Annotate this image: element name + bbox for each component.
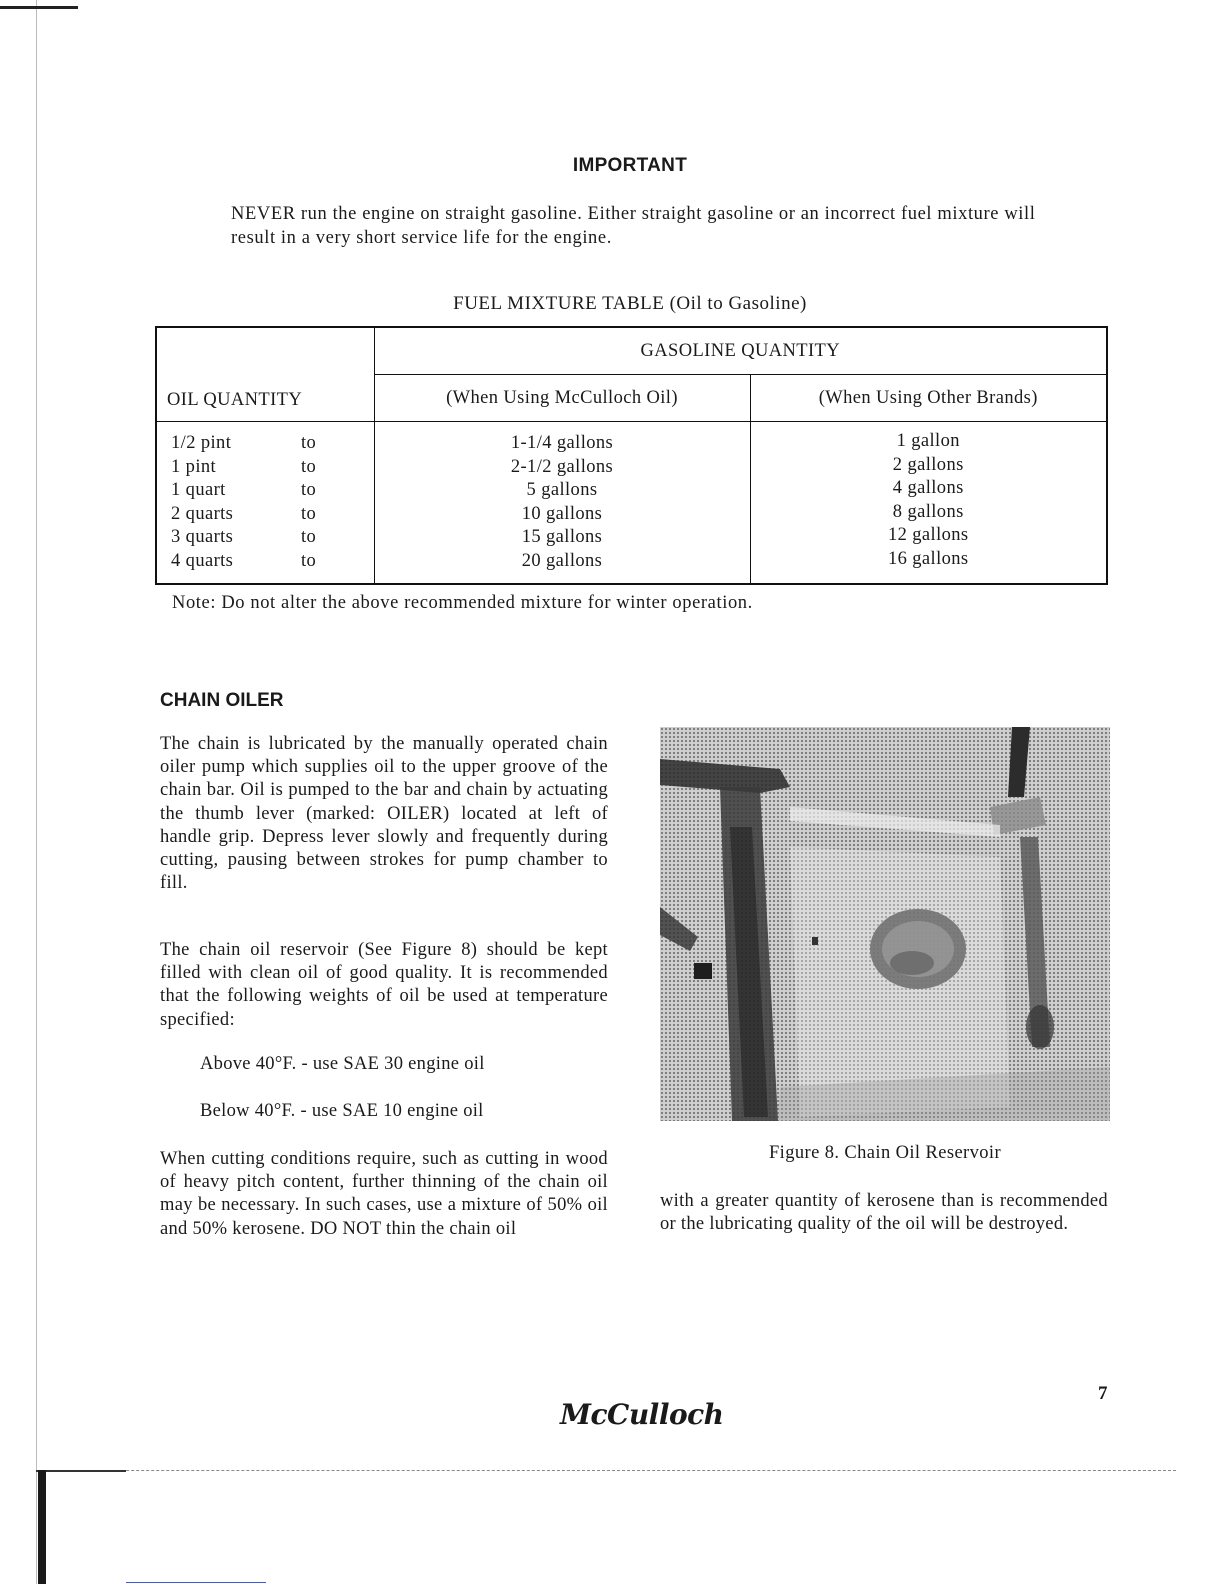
table-row: 1/2 pint to xyxy=(171,433,317,453)
table-cell: 1 gallon xyxy=(896,431,960,451)
fuel-mixture-table xyxy=(155,326,1108,585)
chain-oiler-paragraph-2: The chain oil reservoir (See Figure 8) should be kept filled with clean oil of good quality. It is recommended that the following weights of oil be used at temperature specified: xyxy=(160,940,608,1030)
table-row: 2 quarts to xyxy=(171,503,317,524)
binding-edge-bar xyxy=(38,1470,46,1584)
important-text: NEVER run the engine on straight gasoline. Either straight gasoline or an incorrect fuel mixture will result in a very short service life for the engine. xyxy=(231,204,1036,248)
oil-quantity-header: OIL QUANTITY xyxy=(156,327,374,422)
chain-oiler-paragraph-1: The chain is lubricated by the manually operated chain oiler pump which supplies oil to the upper groove of the chain bar. Oil is pumped to the bar and chain by actuating the thumb lever (marked: OILER) located at left of handle grip. Depress lever slowly and frequently during cutting, pausing between strokes for pump chamber to fill. xyxy=(160,734,608,894)
figure-caption: Figure 8. Chain Oil Reservoir xyxy=(768,1143,1002,1163)
table-cell: 4 gallons xyxy=(892,478,964,498)
bottom-dashed-rule xyxy=(36,1470,1176,1471)
table-note: Note: Do not alter the above recommended mixture for winter operation. xyxy=(172,593,753,613)
mcculloch-oil-header: (When Using McCulloch Oil) xyxy=(374,375,750,422)
chain-oiler-paragraph-3: When cutting conditions require, such as cutting in wood of heavy pitch content, further thinning of the chain oil may be necessary. In such cases, use a mixture of 50% oil and 50% kerosene. DO NOT thin the chain oil xyxy=(160,1149,608,1239)
mcculloch-gallons-column xyxy=(374,422,750,584)
bottom-left-rule xyxy=(36,1470,126,1472)
table-cell: 20 gallons xyxy=(521,550,603,571)
top-left-rule xyxy=(0,6,78,9)
chain-oiler-paragraph-4: with a greater quantity of kerosene than is recommended or the lubricating quality of the oil will be destroyed. xyxy=(660,1191,1108,1235)
oil-spec-above: Above 40°F. - use SAE 30 engine oil xyxy=(200,1054,485,1074)
table-cell: 15 gallons xyxy=(521,527,603,547)
table-cell: 12 gallons xyxy=(887,525,969,545)
table-row: 3 quarts to xyxy=(171,527,317,547)
table-cell: 8 gallons xyxy=(892,501,964,522)
chain-oiler-heading: CHAIN OILER xyxy=(160,690,284,711)
mcculloch-logo: McCulloch xyxy=(560,1398,724,1431)
table-row: 1 pint to xyxy=(171,456,317,477)
bottom-blue-line xyxy=(126,1582,266,1583)
table-row: 1 quart to xyxy=(171,480,317,500)
other-brands-header: (When Using Other Brands) xyxy=(750,375,1107,422)
table-row: 4 quarts to xyxy=(171,550,317,571)
table-cell: 10 gallons xyxy=(521,503,603,524)
chain-oil-reservoir-photo xyxy=(660,727,1110,1121)
table-cell: 2 gallons xyxy=(892,454,964,475)
table-cell: 1-1/4 gallons xyxy=(510,433,614,453)
important-heading: IMPORTANT xyxy=(572,155,688,176)
oil-spec-below: Below 40°F. - use SAE 10 engine oil xyxy=(200,1101,484,1121)
table-title: FUEL MIXTURE TABLE (Oil to Gasoline) xyxy=(453,293,807,314)
oil-quantity-column xyxy=(156,422,374,584)
gasoline-quantity-header: GASOLINE QUANTITY xyxy=(374,327,1107,375)
left-margin-line xyxy=(36,0,37,1584)
table-cell: 2-1/2 gallons xyxy=(510,456,614,477)
table-cell: 5 gallons xyxy=(526,480,598,500)
page-number: 7 xyxy=(1098,1383,1108,1404)
other-brands-gallons-column xyxy=(750,422,1107,584)
table-cell: 16 gallons xyxy=(887,548,969,569)
